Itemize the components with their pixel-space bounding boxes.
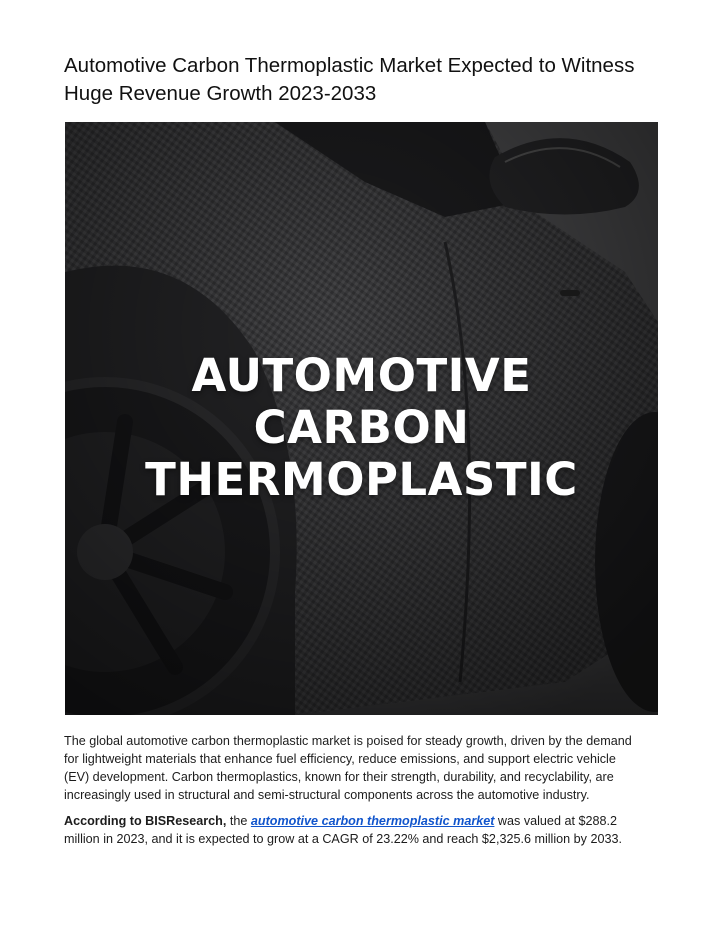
intro-line-2: for lightweight materials that enhance fuel efficiency, reduce emissions, and support electric vehicle [64,752,616,766]
page-title-line-1: Automotive Carbon Thermoplastic Market Expected to Witness [64,54,635,77]
hero-line-1: AUTOMOTIVE [191,349,532,402]
hero-line-2: CARBON [253,401,470,454]
market-report-link[interactable]: automotive carbon thermoplastic market [250,814,495,828]
source-lead: According to BISResearch, [64,814,227,828]
intro-line-3: (EV) development. Carbon thermoplastics, known for their strength, durability, and recyclability, are [64,770,614,784]
intro-line-4: increasingly used in structural and semi-structural components across the automotive industry. [64,788,590,802]
intro-paragraph [64,732,660,804]
hero-line-3: THERMOPLASTIC [145,453,578,506]
post-link-text: was valued at $288.2 [494,814,617,828]
market-line-2: million in 2023, and it is expected to grow at a CAGR of 23.22% and reach $2,325.6 million by 2033. [64,832,622,846]
pre-link-text: the [226,814,251,828]
hero-overlay-title [65,350,658,506]
intro-line-1: The global automotive carbon thermoplastic market is poised for steady growth, driven by the demand [64,734,632,748]
hero-image [65,122,658,715]
page-title [64,52,664,108]
page-title-line-2: Huge Revenue Growth 2023-2033 [64,82,377,105]
market-paragraph [64,812,660,848]
market-line-1 [64,812,660,830]
